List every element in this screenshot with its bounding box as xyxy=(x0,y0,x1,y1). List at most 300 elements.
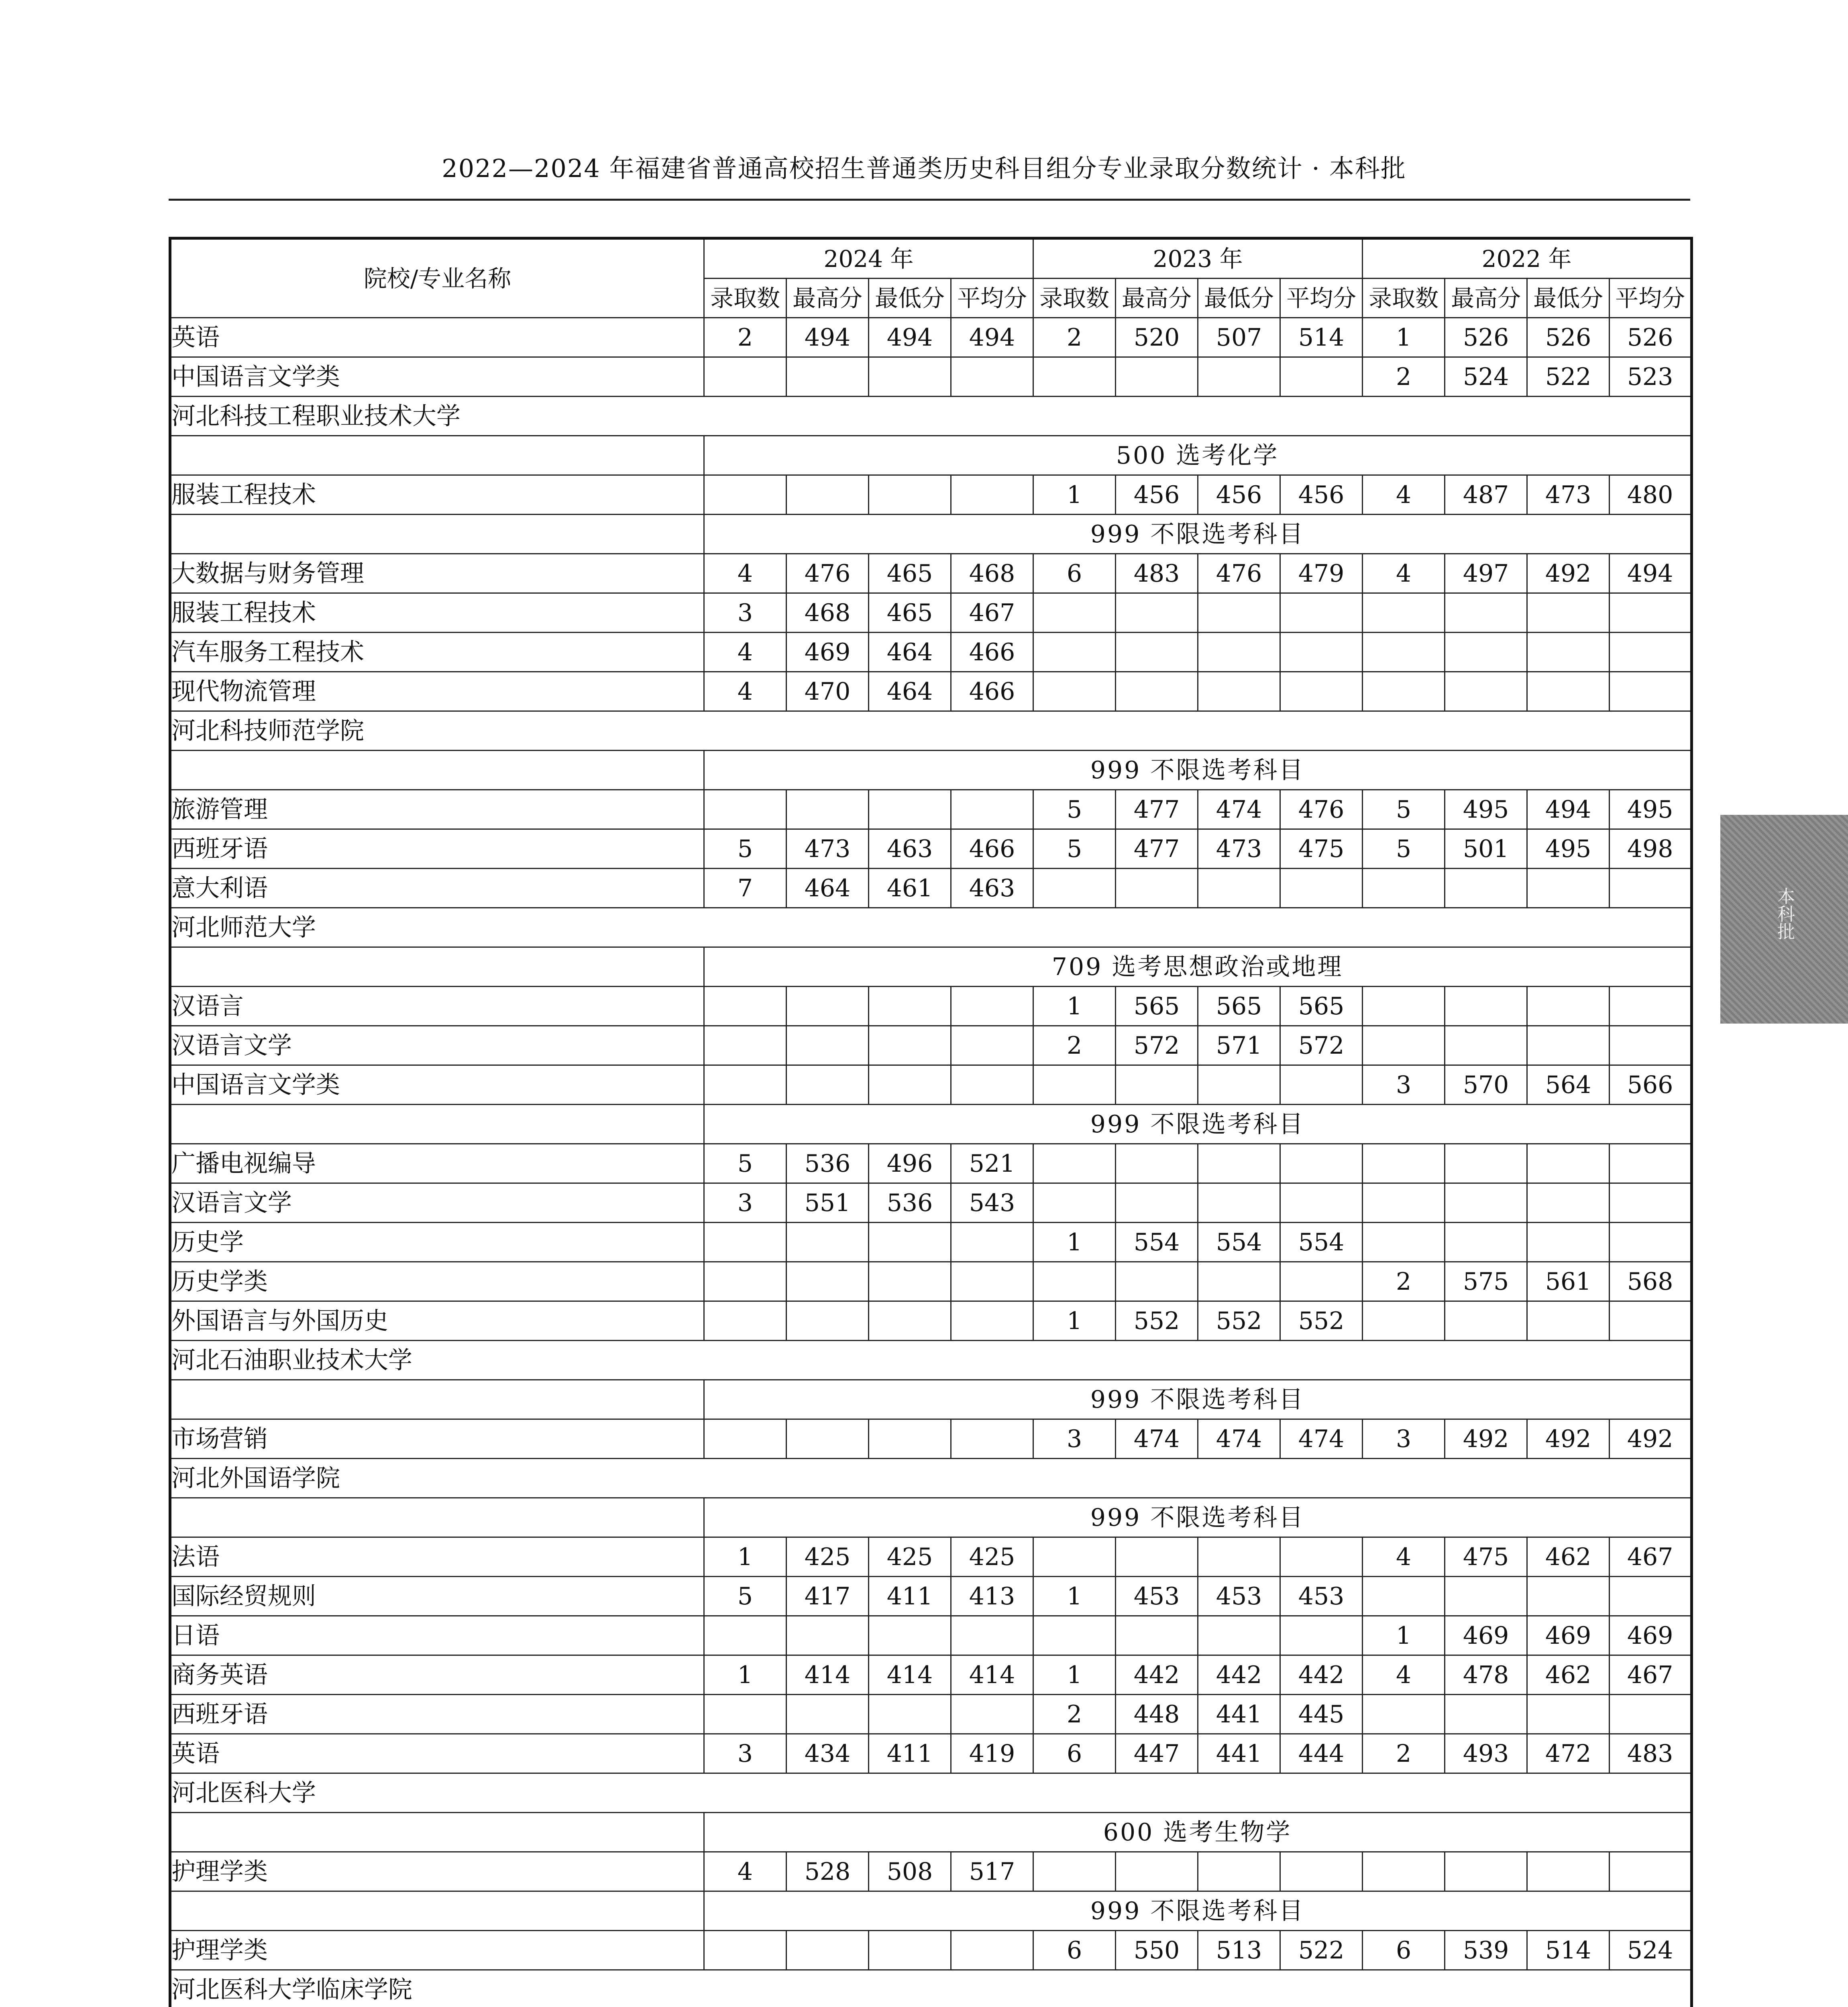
table-row xyxy=(170,554,1692,593)
school-row xyxy=(170,1970,1692,2007)
cell-2024-max: 417 xyxy=(786,1577,869,1616)
cell-2022-count: 5 xyxy=(1363,829,1445,869)
cell-2022-max xyxy=(1445,1183,1527,1223)
cell-2022-avg xyxy=(1610,1577,1692,1616)
cell-2024-max: 434 xyxy=(786,1734,869,1773)
cell-2024-max: 469 xyxy=(786,633,869,672)
cell-2023-avg xyxy=(1280,869,1363,908)
cell-2024-max xyxy=(786,1262,869,1301)
cell-2022-min: 526 xyxy=(1527,318,1610,357)
cell-2023-max xyxy=(1116,1616,1198,1655)
cell-2024-max xyxy=(786,1065,869,1105)
major-name: 中国语言文学类 xyxy=(170,357,704,397)
cell-2024-max: 528 xyxy=(786,1852,869,1891)
cell-2024-min: 411 xyxy=(869,1734,951,1773)
cell-2022-min xyxy=(1527,869,1610,908)
cell-2024-count xyxy=(704,1026,786,1065)
cell-2022-count: 2 xyxy=(1363,357,1445,397)
cell-2022-max: 575 xyxy=(1445,1262,1527,1301)
cell-2022-count xyxy=(1363,633,1445,672)
cell-2024-count xyxy=(704,1262,786,1301)
column-header-year-2022: 2022 年 xyxy=(1363,238,1692,279)
cell-2023-min: 552 xyxy=(1198,1301,1280,1341)
cell-2024-max xyxy=(786,790,869,829)
cell-2023-avg xyxy=(1280,1852,1363,1891)
cell-2023-count xyxy=(1033,1537,1116,1577)
cell-2023-avg: 479 xyxy=(1280,554,1363,593)
cell-2024-min: 465 xyxy=(869,554,951,593)
cell-2022-avg: 480 xyxy=(1610,475,1692,515)
school-row xyxy=(170,397,1692,436)
column-header-min: 最低分 xyxy=(1198,279,1280,318)
column-header-avg: 平均分 xyxy=(1610,279,1692,318)
cell-2024-min: 461 xyxy=(869,869,951,908)
cell-2022-avg: 566 xyxy=(1610,1065,1692,1105)
cell-2023-avg xyxy=(1280,1537,1363,1577)
cell-2023-max xyxy=(1116,869,1198,908)
subject-requirement-row xyxy=(170,436,1692,475)
cell-2024-min xyxy=(869,1931,951,1970)
cell-2023-count: 2 xyxy=(1033,1695,1116,1734)
cell-2024-count xyxy=(704,1419,786,1459)
cell-2023-max xyxy=(1116,1537,1198,1577)
blank-cell xyxy=(170,1380,704,1419)
column-header-min: 最低分 xyxy=(869,279,951,318)
subject-requirement: 999 不限选考科目 xyxy=(704,515,1692,554)
subject-requirement-row xyxy=(170,1813,1692,1852)
cell-2024-count xyxy=(704,1616,786,1655)
cell-2024-min xyxy=(869,1262,951,1301)
cell-2023-min xyxy=(1198,869,1280,908)
cell-2023-min: 441 xyxy=(1198,1734,1280,1773)
table-row xyxy=(170,672,1692,711)
column-header-max: 最高分 xyxy=(1116,279,1198,318)
cell-2024-avg xyxy=(951,1616,1033,1655)
cell-2022-count: 2 xyxy=(1363,1262,1445,1301)
subject-requirement: 999 不限选考科目 xyxy=(704,1498,1692,1537)
cell-2024-avg: 517 xyxy=(951,1852,1033,1891)
cell-2024-count xyxy=(704,1065,786,1105)
major-name: 汉语言文学 xyxy=(170,1026,704,1065)
cell-2023-min xyxy=(1198,1065,1280,1105)
cell-2022-min xyxy=(1527,1301,1610,1341)
cell-2022-count xyxy=(1363,987,1445,1026)
cell-2024-max xyxy=(786,1026,869,1065)
cell-2023-max: 565 xyxy=(1116,987,1198,1026)
table-row xyxy=(170,1695,1692,1734)
cell-2022-avg: 498 xyxy=(1610,829,1692,869)
cell-2022-max: 501 xyxy=(1445,829,1527,869)
cell-2023-max xyxy=(1116,1183,1198,1223)
cell-2022-max: 493 xyxy=(1445,1734,1527,1773)
cell-2022-avg: 568 xyxy=(1610,1262,1692,1301)
cell-2023-max xyxy=(1116,1144,1198,1183)
cell-2022-min: 473 xyxy=(1527,475,1610,515)
cell-2022-count xyxy=(1363,1223,1445,1262)
cell-2023-min xyxy=(1198,1262,1280,1301)
cell-2023-max: 483 xyxy=(1116,554,1198,593)
cell-2024-min xyxy=(869,475,951,515)
cell-2023-count: 1 xyxy=(1033,1655,1116,1695)
major-name: 历史学类 xyxy=(170,1262,704,1301)
cell-2024-min xyxy=(869,1616,951,1655)
subject-requirement-row xyxy=(170,1498,1692,1537)
column-header-min: 最低分 xyxy=(1527,279,1610,318)
cell-2024-avg: 413 xyxy=(951,1577,1033,1616)
cell-2022-count: 4 xyxy=(1363,554,1445,593)
cell-2023-count xyxy=(1033,1144,1116,1183)
cell-2023-min xyxy=(1198,357,1280,397)
major-name: 服装工程技术 xyxy=(170,475,704,515)
cell-2024-min xyxy=(869,1065,951,1105)
cell-2022-min: 522 xyxy=(1527,357,1610,397)
cell-2023-max xyxy=(1116,1065,1198,1105)
cell-2024-avg xyxy=(951,1262,1033,1301)
cell-2022-min: 494 xyxy=(1527,790,1610,829)
blank-cell xyxy=(170,1498,704,1537)
cell-2024-count: 3 xyxy=(704,1183,786,1223)
cell-2023-count: 1 xyxy=(1033,1301,1116,1341)
cell-2023-min xyxy=(1198,1144,1280,1183)
cell-2023-count xyxy=(1033,357,1116,397)
cell-2024-max: 464 xyxy=(786,869,869,908)
table-row xyxy=(170,869,1692,908)
column-header-count: 录取数 xyxy=(704,279,786,318)
cell-2023-max: 554 xyxy=(1116,1223,1198,1262)
cell-2023-avg: 453 xyxy=(1280,1577,1363,1616)
cell-2024-max: 470 xyxy=(786,672,869,711)
cell-2022-avg xyxy=(1610,633,1692,672)
cell-2022-max: 475 xyxy=(1445,1537,1527,1577)
cell-2022-avg: 492 xyxy=(1610,1419,1692,1459)
cell-2022-max xyxy=(1445,672,1527,711)
blank-cell xyxy=(170,436,704,475)
cell-2022-min xyxy=(1527,1852,1610,1891)
cell-2022-max: 526 xyxy=(1445,318,1527,357)
cell-2023-count xyxy=(1033,593,1116,633)
school-name: 河北医科大学 xyxy=(170,1773,1692,1813)
cell-2024-min: 494 xyxy=(869,318,951,357)
major-name: 英语 xyxy=(170,318,704,357)
cell-2022-max xyxy=(1445,1223,1527,1262)
cell-2022-min xyxy=(1527,1695,1610,1734)
cell-2022-max xyxy=(1445,987,1527,1026)
cell-2024-max: 494 xyxy=(786,318,869,357)
cell-2023-min: 507 xyxy=(1198,318,1280,357)
cell-2023-max: 474 xyxy=(1116,1419,1198,1459)
school-name: 河北科技师范学院 xyxy=(170,711,1692,751)
blank-cell xyxy=(170,515,704,554)
cell-2022-max xyxy=(1445,1695,1527,1734)
cell-2022-min: 564 xyxy=(1527,1065,1610,1105)
cell-2022-count: 1 xyxy=(1363,318,1445,357)
cell-2023-min: 473 xyxy=(1198,829,1280,869)
cell-2024-min: 536 xyxy=(869,1183,951,1223)
table-row xyxy=(170,1852,1692,1891)
cell-2023-min xyxy=(1198,1852,1280,1891)
cell-2023-count: 1 xyxy=(1033,987,1116,1026)
cell-2024-min xyxy=(869,1695,951,1734)
header-divider xyxy=(169,199,1690,201)
cell-2024-avg xyxy=(951,1695,1033,1734)
cell-2022-count xyxy=(1363,1183,1445,1223)
cell-2024-min: 425 xyxy=(869,1537,951,1577)
cell-2023-min: 476 xyxy=(1198,554,1280,593)
cell-2023-count: 5 xyxy=(1033,829,1116,869)
cell-2024-count xyxy=(704,1931,786,1970)
cell-2023-count xyxy=(1033,1183,1116,1223)
cell-2023-min: 565 xyxy=(1198,987,1280,1026)
table-body xyxy=(170,318,1692,2007)
table-row xyxy=(170,1537,1692,1577)
cell-2022-avg: 526 xyxy=(1610,318,1692,357)
cell-2022-min xyxy=(1527,1144,1610,1183)
major-name: 旅游管理 xyxy=(170,790,704,829)
cell-2024-avg: 467 xyxy=(951,593,1033,633)
cell-2024-min: 465 xyxy=(869,593,951,633)
cell-2024-avg xyxy=(951,357,1033,397)
cell-2023-avg: 552 xyxy=(1280,1301,1363,1341)
cell-2022-max xyxy=(1445,1144,1527,1183)
cell-2023-count: 5 xyxy=(1033,790,1116,829)
cell-2024-count xyxy=(704,790,786,829)
cell-2023-min: 442 xyxy=(1198,1655,1280,1695)
cell-2024-min xyxy=(869,1419,951,1459)
table-row xyxy=(170,987,1692,1026)
cell-2022-count xyxy=(1363,1577,1445,1616)
major-name: 现代物流管理 xyxy=(170,672,704,711)
cell-2022-min: 492 xyxy=(1527,554,1610,593)
cell-2023-avg xyxy=(1280,1183,1363,1223)
cell-2024-min xyxy=(869,790,951,829)
cell-2023-avg: 514 xyxy=(1280,318,1363,357)
cell-2023-avg xyxy=(1280,672,1363,711)
cell-2023-avg: 476 xyxy=(1280,790,1363,829)
cell-2022-count: 1 xyxy=(1363,1616,1445,1655)
cell-2023-max: 456 xyxy=(1116,475,1198,515)
subject-requirement-row xyxy=(170,1380,1692,1419)
cell-2023-count xyxy=(1033,1262,1116,1301)
cell-2023-max xyxy=(1116,593,1198,633)
major-name: 意大利语 xyxy=(170,869,704,908)
cell-2023-max: 550 xyxy=(1116,1931,1198,1970)
cell-2023-max: 477 xyxy=(1116,829,1198,869)
cell-2024-avg xyxy=(951,1223,1033,1262)
admission-score-table xyxy=(169,237,1693,2007)
cell-2022-min xyxy=(1527,1577,1610,1616)
cell-2024-max xyxy=(786,1931,869,1970)
cell-2024-avg: 521 xyxy=(951,1144,1033,1183)
major-name: 西班牙语 xyxy=(170,1695,704,1734)
school-row xyxy=(170,908,1692,947)
cell-2022-avg: 494 xyxy=(1610,554,1692,593)
cell-2024-avg xyxy=(951,1419,1033,1459)
cell-2023-min xyxy=(1198,1616,1280,1655)
cell-2023-max xyxy=(1116,633,1198,672)
cell-2024-min: 414 xyxy=(869,1655,951,1695)
cell-2022-max: 492 xyxy=(1445,1419,1527,1459)
cell-2022-min: 462 xyxy=(1527,1655,1610,1695)
school-name: 河北外国语学院 xyxy=(170,1459,1692,1498)
cell-2024-max: 476 xyxy=(786,554,869,593)
cell-2024-min xyxy=(869,1026,951,1065)
major-name: 商务英语 xyxy=(170,1655,704,1695)
cell-2022-avg: 483 xyxy=(1610,1734,1692,1773)
column-header-avg: 平均分 xyxy=(951,279,1033,318)
major-name: 汽车服务工程技术 xyxy=(170,633,704,672)
cell-2022-avg xyxy=(1610,1695,1692,1734)
column-header-max: 最高分 xyxy=(786,279,869,318)
cell-2024-count: 4 xyxy=(704,554,786,593)
cell-2022-min: 561 xyxy=(1527,1262,1610,1301)
cell-2024-count: 5 xyxy=(704,1144,786,1183)
column-header-max: 最高分 xyxy=(1445,279,1527,318)
cell-2022-min: 492 xyxy=(1527,1419,1610,1459)
cell-2022-count: 6 xyxy=(1363,1931,1445,1970)
cell-2022-count xyxy=(1363,1144,1445,1183)
cell-2022-avg xyxy=(1610,593,1692,633)
cell-2023-min: 474 xyxy=(1198,1419,1280,1459)
table-row xyxy=(170,1065,1692,1105)
blank-cell xyxy=(170,1105,704,1144)
cell-2023-max: 442 xyxy=(1116,1655,1198,1695)
cell-2023-min: 453 xyxy=(1198,1577,1280,1616)
table-row xyxy=(170,1577,1692,1616)
cell-2022-count xyxy=(1363,869,1445,908)
cell-2022-count: 5 xyxy=(1363,790,1445,829)
cell-2024-max: 536 xyxy=(786,1144,869,1183)
cell-2022-max xyxy=(1445,1026,1527,1065)
cell-2022-avg: 467 xyxy=(1610,1537,1692,1577)
cell-2023-count xyxy=(1033,1065,1116,1105)
cell-2022-max xyxy=(1445,1301,1527,1341)
cell-2024-min xyxy=(869,1301,951,1341)
cell-2022-count xyxy=(1363,1695,1445,1734)
cell-2022-count xyxy=(1363,1852,1445,1891)
cell-2024-count xyxy=(704,1301,786,1341)
major-name: 汉语言文学 xyxy=(170,1183,704,1223)
blank-cell xyxy=(170,947,704,987)
school-name: 河北科技工程职业技术大学 xyxy=(170,397,1692,436)
cell-2024-avg: 466 xyxy=(951,672,1033,711)
cell-2022-count: 3 xyxy=(1363,1419,1445,1459)
cell-2024-max xyxy=(786,1695,869,1734)
cell-2022-min xyxy=(1527,593,1610,633)
cell-2022-avg: 469 xyxy=(1610,1616,1692,1655)
subject-requirement: 999 不限选考科目 xyxy=(704,1105,1692,1144)
cell-2022-min xyxy=(1527,672,1610,711)
cell-2022-max: 570 xyxy=(1445,1065,1527,1105)
cell-2022-avg: 523 xyxy=(1610,357,1692,397)
subject-requirement-row xyxy=(170,947,1692,987)
cell-2022-min xyxy=(1527,1223,1610,1262)
cell-2023-min: 513 xyxy=(1198,1931,1280,1970)
subject-requirement: 500 选考化学 xyxy=(704,436,1692,475)
cell-2023-max: 453 xyxy=(1116,1577,1198,1616)
cell-2024-max xyxy=(786,357,869,397)
cell-2022-min: 472 xyxy=(1527,1734,1610,1773)
side-tab-label: 本科批 xyxy=(1774,887,1795,940)
subject-requirement-row xyxy=(170,515,1692,554)
cell-2022-avg xyxy=(1610,869,1692,908)
table-row xyxy=(170,357,1692,397)
cell-2024-count xyxy=(704,475,786,515)
cell-2024-count: 2 xyxy=(704,318,786,357)
subject-requirement-row xyxy=(170,1105,1692,1144)
column-header-name: 院校/专业名称 xyxy=(170,238,704,318)
section-side-tab xyxy=(1720,815,1848,1024)
cell-2023-max xyxy=(1116,1852,1198,1891)
cell-2023-count: 2 xyxy=(1033,318,1116,357)
major-name: 法语 xyxy=(170,1537,704,1577)
major-name: 广播电视编导 xyxy=(170,1144,704,1183)
cell-2022-avg xyxy=(1610,1144,1692,1183)
cell-2023-count: 1 xyxy=(1033,475,1116,515)
cell-2024-min: 508 xyxy=(869,1852,951,1891)
table-row xyxy=(170,790,1692,829)
blank-cell xyxy=(170,751,704,790)
cell-2024-min: 411 xyxy=(869,1577,951,1616)
cell-2022-avg: 495 xyxy=(1610,790,1692,829)
cell-2022-max xyxy=(1445,1852,1527,1891)
school-row xyxy=(170,1773,1692,1813)
major-name: 外国语言与外国历史 xyxy=(170,1301,704,1341)
cell-2022-count xyxy=(1363,672,1445,711)
table-row xyxy=(170,1144,1692,1183)
cell-2023-count: 6 xyxy=(1033,1734,1116,1773)
cell-2024-count xyxy=(704,1223,786,1262)
cell-2022-count: 4 xyxy=(1363,1537,1445,1577)
cell-2023-min xyxy=(1198,633,1280,672)
cell-2023-min xyxy=(1198,1183,1280,1223)
cell-2024-count xyxy=(704,1695,786,1734)
cell-2024-max: 468 xyxy=(786,593,869,633)
cell-2023-min: 571 xyxy=(1198,1026,1280,1065)
subject-requirement: 999 不限选考科目 xyxy=(704,1380,1692,1419)
cell-2022-max: 495 xyxy=(1445,790,1527,829)
cell-2022-avg: 524 xyxy=(1610,1931,1692,1970)
subject-requirement-row xyxy=(170,1891,1692,1931)
cell-2022-min xyxy=(1527,987,1610,1026)
cell-2022-min: 462 xyxy=(1527,1537,1610,1577)
cell-2024-max: 551 xyxy=(786,1183,869,1223)
cell-2023-count xyxy=(1033,633,1116,672)
table-row xyxy=(170,1026,1692,1065)
cell-2024-max xyxy=(786,475,869,515)
cell-2023-count xyxy=(1033,672,1116,711)
cell-2023-max: 520 xyxy=(1116,318,1198,357)
cell-2023-count: 6 xyxy=(1033,554,1116,593)
cell-2023-count: 2 xyxy=(1033,1026,1116,1065)
major-name: 护理学类 xyxy=(170,1931,704,1970)
cell-2023-avg xyxy=(1280,1262,1363,1301)
major-name: 日语 xyxy=(170,1616,704,1655)
cell-2022-max: 539 xyxy=(1445,1931,1527,1970)
major-name: 汉语言 xyxy=(170,987,704,1026)
table-row xyxy=(170,1419,1692,1459)
cell-2022-max: 487 xyxy=(1445,475,1527,515)
cell-2023-count: 1 xyxy=(1033,1223,1116,1262)
major-name: 市场营销 xyxy=(170,1419,704,1459)
cell-2024-min xyxy=(869,357,951,397)
cell-2022-avg xyxy=(1610,1223,1692,1262)
cell-2024-count: 3 xyxy=(704,1734,786,1773)
cell-2022-avg xyxy=(1610,987,1692,1026)
table-row xyxy=(170,1931,1692,1970)
cell-2024-avg: 466 xyxy=(951,829,1033,869)
cell-2022-avg xyxy=(1610,1852,1692,1891)
cell-2024-avg xyxy=(951,1026,1033,1065)
